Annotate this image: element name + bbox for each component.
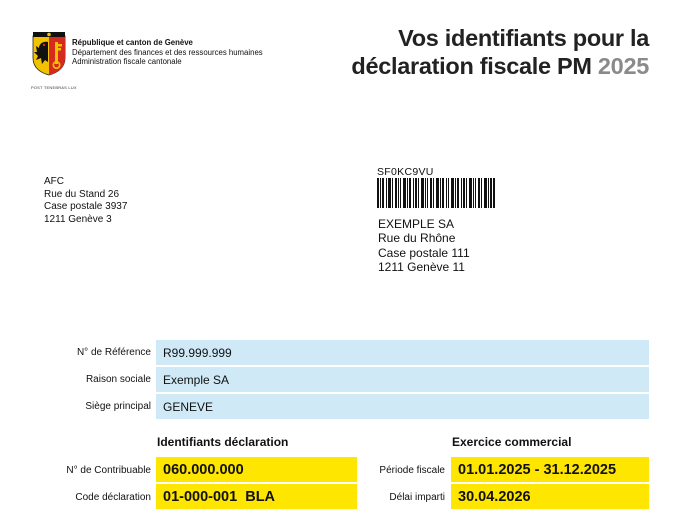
recipient-line: EXEMPLE SA bbox=[378, 217, 455, 231]
seat-label: Siège principal bbox=[85, 401, 151, 412]
sender-line: AFC bbox=[44, 176, 64, 187]
deadline-label: Délai imparti bbox=[389, 492, 445, 503]
company-value: Exemple SA bbox=[156, 367, 649, 392]
recipient-line: Case postale 111 bbox=[378, 245, 470, 260]
reference-value: R99.999.999 bbox=[156, 340, 649, 365]
reference-label: N° de Référence bbox=[76, 347, 151, 358]
seat-value: GENEVE bbox=[156, 394, 649, 419]
company-label: Raison sociale bbox=[85, 374, 151, 385]
recipient-line: 1211 Genève 11 bbox=[378, 259, 465, 274]
page-title bbox=[351, 24, 649, 80]
recipient-line: Rue du Rhône bbox=[378, 231, 456, 246]
sender-line: Rue du Stand 26 bbox=[44, 188, 120, 200]
period-value: 01.01.2025 - 31.12.2025 bbox=[451, 457, 649, 482]
exercice-heading: Exercice commercial bbox=[452, 435, 572, 449]
taxpayer-value: 060.000.000 bbox=[156, 457, 357, 482]
recipient-address bbox=[378, 217, 470, 274]
motto: POST TENEBRAS LUX bbox=[31, 85, 77, 90]
sender-line: Case postale 3937 bbox=[44, 201, 128, 212]
title-line-2-main: déclaration fiscale PM bbox=[351, 53, 592, 79]
geneva-coat-of-arms-icon bbox=[31, 32, 67, 76]
barcode-icon bbox=[377, 178, 495, 208]
deadline-value: 30.04.2026 bbox=[451, 484, 649, 509]
barcode-code: SF0KC9VU bbox=[377, 166, 434, 178]
sender-address bbox=[44, 176, 127, 226]
org-line-1: République et canton de Genève bbox=[72, 38, 193, 47]
organization-block bbox=[72, 38, 263, 67]
code-label: Code déclaration bbox=[75, 492, 151, 503]
org-line-2: Département des finances et des ressources humaines bbox=[72, 47, 263, 57]
sender-line: 1211 Genève 3 bbox=[44, 213, 112, 225]
identifiants-heading: Identifiants déclaration bbox=[157, 435, 289, 449]
org-line-3: Administration fiscale cantonale bbox=[72, 57, 182, 66]
taxpayer-label: N° de Contribuable bbox=[66, 465, 151, 476]
period-label: Période fiscale bbox=[379, 465, 445, 476]
title-line-2 bbox=[351, 52, 649, 80]
title-line-1: Vos identifiants pour la bbox=[398, 25, 649, 51]
title-year: 2025 bbox=[597, 53, 649, 79]
code-value: 01-000-001 BLA bbox=[156, 484, 357, 509]
